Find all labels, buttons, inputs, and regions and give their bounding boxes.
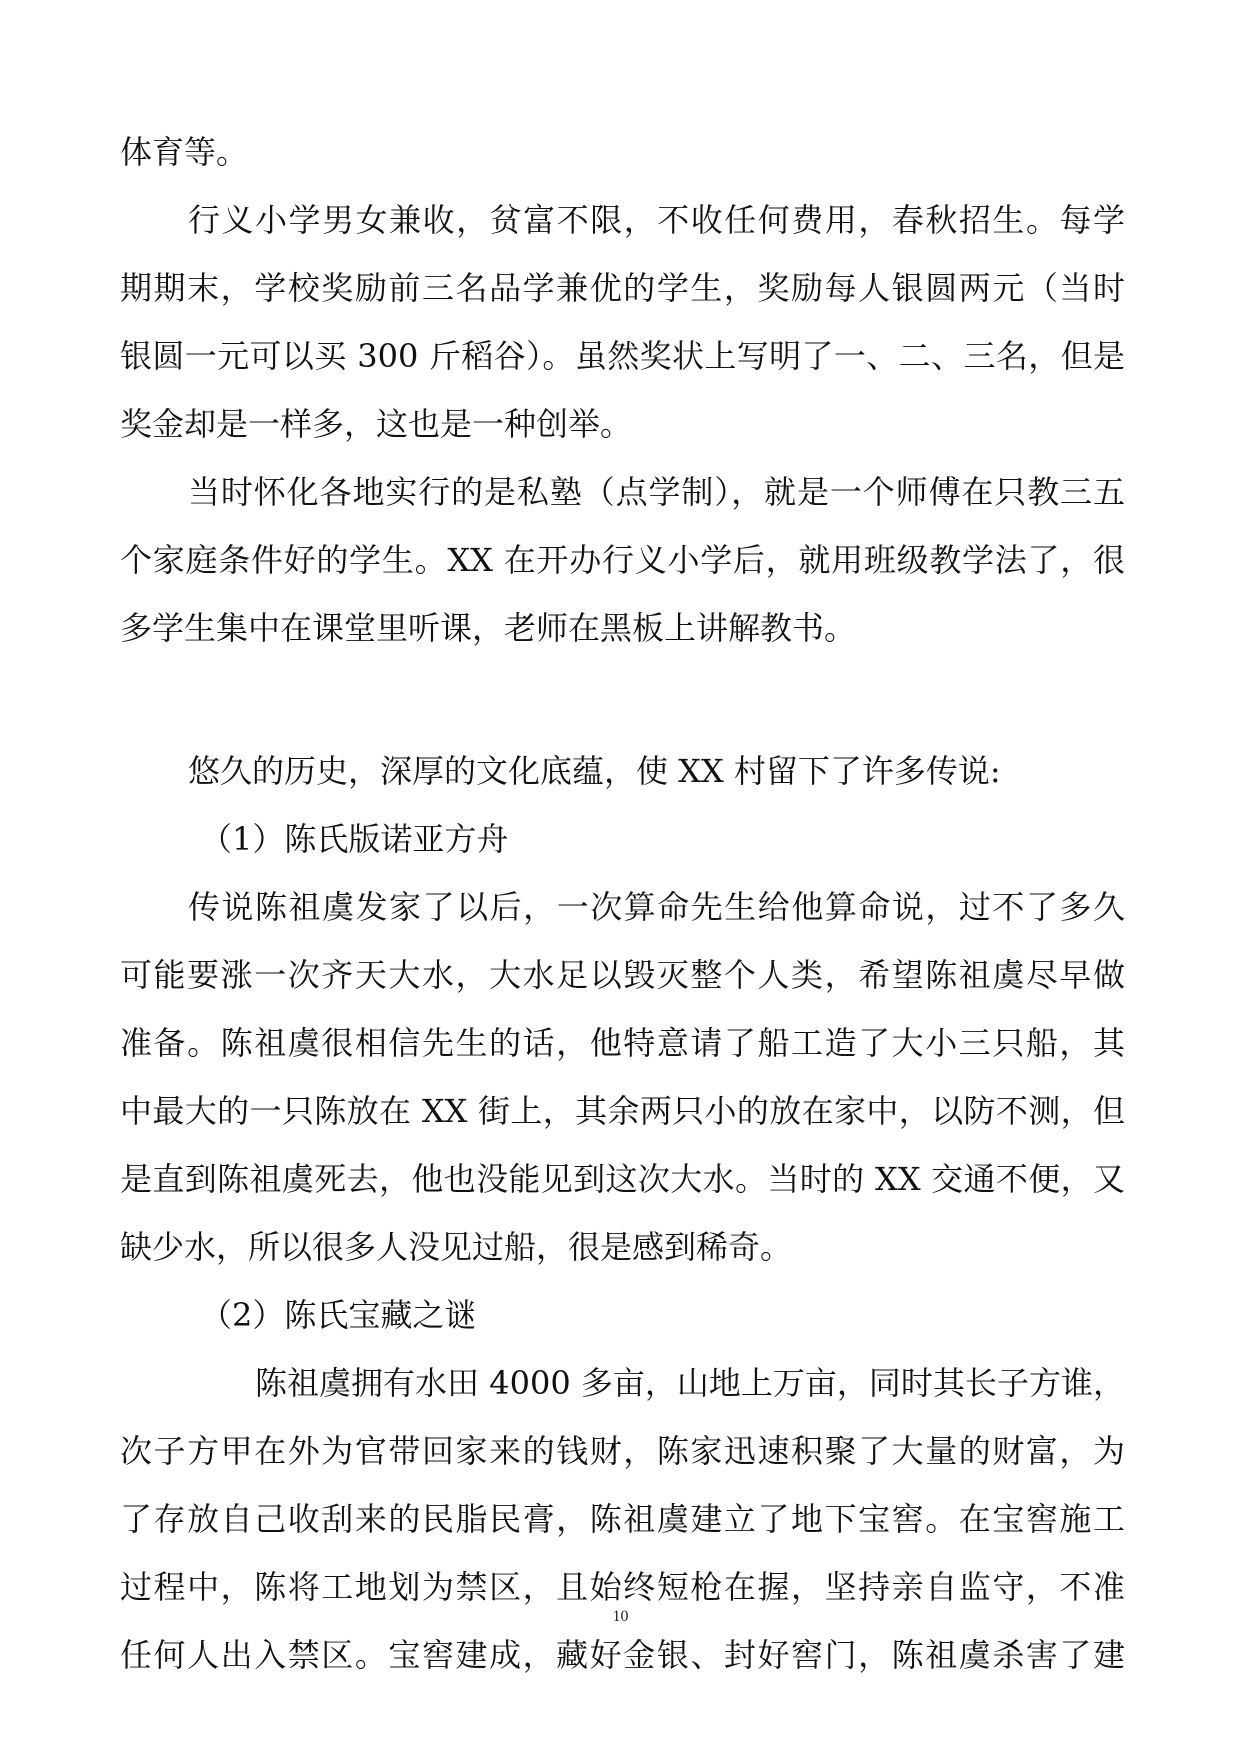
- text-line: 期期末，学校奖励前三名品学兼优的学生，奖励每人银圆两元（当时: [120, 269, 1125, 307]
- page-number: 10: [612, 1608, 629, 1625]
- text-line: 陈祖虞拥有水田 4000 多亩，山地上万亩，同时其长子方谁，: [255, 1364, 1125, 1402]
- text-line: 个家庭条件好的学生。XX 在开办行义小学后，就用班级教学法了，很: [120, 541, 1125, 579]
- text-line: 多学生集中在课堂里听课，老师在黑板上讲解教书。: [120, 609, 857, 647]
- text-line: 悠久的历史，深厚的文化底蕴，使 XX 村留下了许多传说:: [188, 752, 1001, 790]
- text-line: 是直到陈祖虞死去，他也没能见到这次大水。当时的 XX 交通不便，又: [120, 1160, 1125, 1198]
- text-line: 行义小学男女兼收，贫富不限，不收任何费用，春秋招生。每学: [188, 201, 1125, 239]
- text-line: 缺少水，所以很多人没见过船，很是感到稀奇。: [120, 1228, 793, 1266]
- text-line: 过程中，陈将工地划为禁区，且始终短枪在握，坚持亲自监守，不准: [120, 1568, 1125, 1606]
- text-line: 当时怀化各地实行的是私塾（点学制），就是一个师傅在只教三五: [188, 473, 1125, 511]
- body-text: [120, 118, 1125, 1689]
- text-line: 奖金却是一样多，这也是一种创举。: [120, 405, 633, 443]
- section-heading: （2）陈氏宝藏之谜: [200, 1296, 477, 1334]
- text-line: 了存放自己收刮来的民脂民膏，陈祖虞建立了地下宝窖。在宝窖施工: [120, 1500, 1125, 1538]
- text-line: 中最大的一只陈放在 XX 街上，其余两只小的放在家中，以防不测，但: [120, 1092, 1125, 1130]
- text-line: 任何人出入禁区。宝窖建成，藏好金银、封好窖门，陈祖虞杀害了建: [120, 1636, 1125, 1674]
- text-line: 准备。陈祖虞很相信先生的话，他特意请了船工造了大小三只船，其: [120, 1024, 1125, 1062]
- text-line: 银圆一元可以买 300 斤稻谷）。虽然奖状上写明了一、二、三名，但是: [120, 337, 1125, 375]
- text-line: 次子方甲在外为官带回家来的钱财，陈家迅速积聚了大量的财富，为: [120, 1432, 1125, 1470]
- text-line: 体育等。: [120, 133, 249, 171]
- text-line: 可能要涨一次齐天大水，大水足以毁灭整个人类，希望陈祖虞尽早做: [120, 956, 1125, 994]
- section-heading: （1）陈氏版诺亚方舟: [200, 820, 509, 858]
- text-line: 传说陈祖虞发家了以后，一次算命先生给他算命说，过不了多久: [188, 888, 1125, 926]
- paragraph-spacer: [120, 662, 1125, 737]
